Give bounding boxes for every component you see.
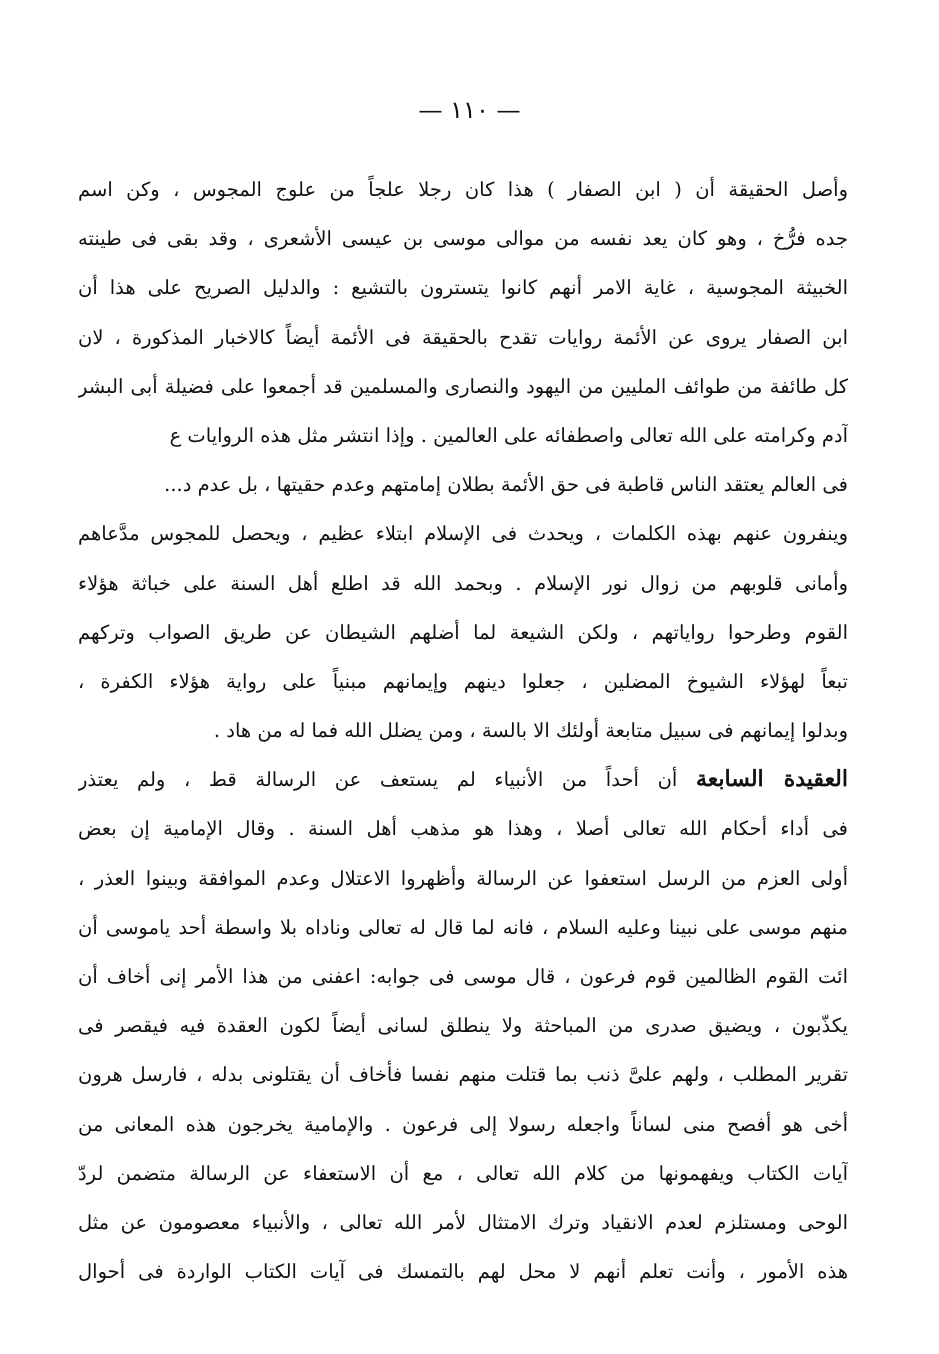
text-line: أولى العزم من الرسل استعفوا عن الرسالة وأظهروا الاعتلال وعدم الموافقة وبينوا العذر ، xyxy=(78,866,848,890)
text-line: القوم وطرحوا رواياتهم ، ولكن الشيعة لما أضلهم الشيطان عن طريق الصواب وتركهم xyxy=(78,620,848,644)
text-line: وأمانى قلوبهم من زوال نور الإسلام . وبحمد الله قد اطلع أهل السنة على خباثة هؤلاء xyxy=(78,571,848,595)
text-line: الوحى ومستلزم لعدم الانقياد وترك الامتثال لأمر الله تعالى ، والأنبياء معصومون عن مثل xyxy=(78,1210,848,1234)
section-heading: العقيدة السابعة xyxy=(695,766,848,793)
text-line: تبعاً لهؤلاء الشيوخ المضلين ، جعلوا دينهم وإيمانهم مبنياً على رواية هؤلاء الكفرة ، xyxy=(78,669,848,693)
text-line: ابن الصفار يروى عن الأئمة روايات تقدح بالحقيقة فى الأئمة أيضاً كالاخبار المذكورة ، لان xyxy=(78,325,848,349)
text-line: آيات الكتاب ويفهمونها من كلام الله تعالى ، مع أن الاستعفاء عن الرسالة متضمن لردّ xyxy=(78,1161,848,1185)
text-line: ائت القوم الظالمين قوم فرعون ، قال موسى فى جوابه: اعفنى من هذا الأمر إنى أخاف أن xyxy=(78,965,848,988)
text-line: أخى هو أفصح منى لساناً واجعله رسولا إلى فرعون . والإمامية يخرجون هذه المعانى من xyxy=(78,1112,848,1136)
text-line: هذه الأمور ، وأنت تعلم أنهم لا محل لهم بالتمسك فى آيات الكتاب الواردة فى أحوال xyxy=(78,1260,848,1284)
heading-line-text: أن أحداً من الأنبياء لم يستعف عن الرسالة قط ، ولم يعتذر xyxy=(78,768,678,792)
text-line: الخبيثة المجوسية ، غاية الامر أنهم كانوا يتسترون بالتشيع : والدليل الصريح على هذا أن xyxy=(78,276,848,300)
text-line: فى العالم يعتقد الناس قاطبة فى حق الأئمة بطلان إمامتهم وعدم حقيتها ، بل عدم د... xyxy=(164,473,848,497)
text-line: منهم موسى على نبينا وعليه السلام ، فانه لما قال له تعالى وناداه بلا واسطة أحد ياموسى أن xyxy=(78,915,848,939)
text-line: وأصل الحقيقة أن ( ابن الصفار ) هذا كان رجلا علجاً من علوج المجوس ، وكن اسم xyxy=(78,178,848,201)
text-line: وينفرون عنهم بهذه الكلمات ، ويحدث فى الإسلام ابتلاء عظيم ، ويحصل للمجوس مدَّعاهم xyxy=(78,522,848,546)
text-line: فى أداء أحكام الله تعالى أصلا ، وهذا هو مذهب أهل السنة . وقال الإمامية إن بعض xyxy=(78,817,848,841)
heading-line xyxy=(78,755,848,804)
text-line: تقرير المطلب ، ولهم علىَّ ذنب بما قتلت منهم نفسا فأخاف أن يقتلونى بدله ، فارسل هرون xyxy=(78,1063,848,1087)
text-line: آدم وكرامته على الله تعالى واصطفائه على العالمين . وإذا انتشر مثل هذه الروايات ع xyxy=(169,423,848,447)
text-line: جده فرُّخ ، وهو كان يعد نفسه من موالى موسى بن عيسى الأشعرى ، وقد بقى فى طينته xyxy=(78,227,848,251)
text-line: وبدلوا إيمانهم فى سبيل متابعة أولئك الا بالسة ، ومن يضلل الله فما له من هاد . xyxy=(213,719,848,743)
body-text xyxy=(78,165,848,1296)
page-number: — ١١٠ — xyxy=(418,96,521,124)
text-line: يكذّبون ، ويضيق صدرى من المباحثة ولا ينطلق لسانى أيضاً لكون العقدة فيه فيقصر فى xyxy=(78,1014,848,1038)
text-line: كل طائفة من طوائف المليين من اليهود والنصارى والمسلمين قد أجمعوا على فضيلة أبى البشر xyxy=(78,374,848,398)
